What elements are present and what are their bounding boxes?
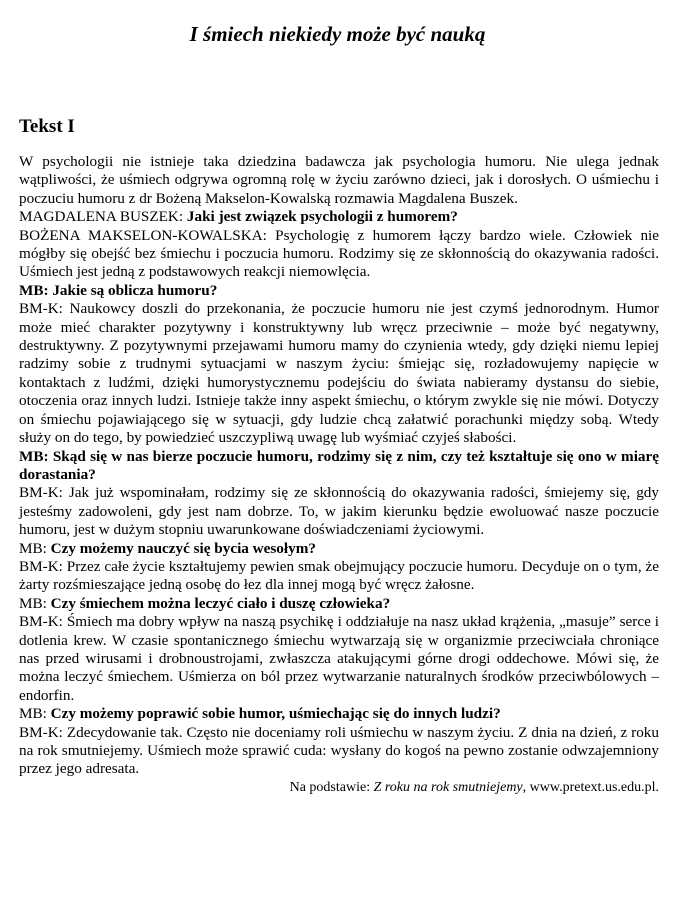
dialogue-line xyxy=(19,595,659,613)
speaker-label: BM-K: xyxy=(19,484,69,502)
interview-answer: Przez całe życie kształtujemy pewien smak obejmujący poczucie humoru. Decyduje on o tym, że żarty rozśmieszające jedną osobę do łez dla innej mogą być wręcz żałosne. xyxy=(19,557,659,594)
interview-answer: Śmiech ma dobry wpływ na naszą psychikę i oddziałuje na nasz układ krążenia, „masuje” serce i dotlenia krew. W czasie spontanicznego śmiechu wytwarzają się w organizmie przeciwciała chroniące nas przed wirusami i drobnoustrojami, zwłaszcza atakującymi górne drogi oddechowe. Mówi się, że można leczyć śmiechem. Uśmierza on ból przez wytwarzanie naturalnych środków przeciwbólowych – endorfin. xyxy=(19,613,659,704)
interview-answer: Naukowcy doszli do przekonania, że poczucie humoru nie jest czymś jednorodnym. Humor może mieć charakter pozytywny i konstruktywny lub wręcz przeciwnie – może być negatywny, destruktywny. Z pozytywnymi przejawami humoru mamy do czynienia wtedy, gdy dzięki niemu lepiej radzimy sobie z trudnymi sytuacjami w naszym życiu: śmiejąc się, rozładowujemy napięcie w kontaktach z ludźmi, dzięki humorystycznemu podejściu do świata nabieramy dystansu do siebie, otoczenia oraz innych ludzi. Istnieje także inny aspekt śmiechu, o którym zwykle się nie mówi. Dotyczy on śmiechu pojawiającego się w sytuacji, gdy ludzie chcą załatwić porachunki między sobą. Wtedy służy on do tego, by powiedzieć uszczypliwą uwagę lub wyśmiać czyjeś słabości. xyxy=(19,300,659,447)
interview-question: Czy śmiechem można leczyć ciało i duszę człowieka? xyxy=(50,594,391,612)
dialogue-line xyxy=(19,448,659,485)
dialogue-line xyxy=(19,540,659,558)
speaker-label: MB: xyxy=(19,594,51,612)
speaker-label: MB: xyxy=(19,447,53,465)
interview-answer: Zdecydowanie tak. Często nie doceniamy roli uśmiechu w naszym życiu. Z dnia na dzień, z roku na rok smutniejemy. Uśmiech może sprawić cuda: wysłany do kogoś na pewno zostanie odwzajemniony przez jego adresata. xyxy=(19,723,659,778)
speaker-label: MAGDALENA BUSZEK: xyxy=(19,208,187,226)
interview-question: Czy możemy nauczyć się bycia wesołym? xyxy=(50,539,316,557)
dialogue-line xyxy=(19,227,659,282)
speaker-label: MB: xyxy=(19,705,51,723)
speaker-label: BM-K: xyxy=(19,300,70,318)
dialogue-line xyxy=(19,300,659,447)
interview-question: Skąd się w nas bierze poczucie humoru, rodzimy się z nim, czy też kształtuje się ono w miarę dorastania? xyxy=(19,447,660,483)
dialogue-line xyxy=(19,558,659,595)
source-title: Z roku na rok smutniejemy xyxy=(373,779,523,795)
source-citation xyxy=(19,779,659,797)
dialogue-line xyxy=(19,724,659,779)
source-prefix: Na podstawie: xyxy=(289,779,374,795)
interview-answer: Jak już wspominałam, rodzimy się ze skłonnością do okazywania radości, śmiejemy się, gdy jesteśmy zadowoleni, gdy jest nam dobrze. To, w jakim kierunku będzie ewoluować nasze poczucie humoru, jest w dużym stopniu uwarunkowane doświadczeniami życiowymi. xyxy=(19,484,659,539)
speaker-label: MB: xyxy=(19,539,51,557)
speaker-label: BOŻENA MAKSELON-KOWALSKA: xyxy=(19,226,276,244)
article-body xyxy=(19,153,659,797)
dialogue-line xyxy=(19,282,659,300)
dialogue-line xyxy=(19,484,659,539)
dialogue-line xyxy=(19,208,659,226)
intro-paragraph: W psychologii nie istnieje taka dziedzina badawcza jak psychologia humoru. Nie ulega jednak wątpliwości, że uśmiech odgrywa ogromną rolę w życiu zarówno dzieci, jak i dorosłych. O uśmiechu i poczuciu humoru z dr Bożeną Makselon-Kowalską rozmawia Magdalena Buszek. xyxy=(19,153,659,207)
interview-question: Jaki jest związek psychologii z humorem? xyxy=(186,208,458,226)
speaker-label: BM-K: xyxy=(19,723,67,741)
source-url: , www.pretext.us.edu.pl. xyxy=(522,779,659,795)
dialogue-line xyxy=(19,705,659,723)
interview-question: Jakie są oblicza humoru? xyxy=(52,281,218,299)
dialogue-line xyxy=(19,613,659,705)
interview-question: Czy możemy poprawić sobie humor, uśmiechając się do innych ludzi? xyxy=(50,705,501,723)
interview-answer: Psychologię z humorem łączy bardzo wiele. Człowiek nie mógłby się obejść bez śmiechu i poczucia humoru. Rodzimy się ze skłonnością do okazywania radości. Uśmiech jest jedną z podstawowych reakcji niemowlęcia. xyxy=(19,226,660,281)
speaker-label: MB: xyxy=(19,281,53,299)
section-heading: Tekst I xyxy=(19,116,75,137)
document-title: I śmiech niekiedy może być nauką xyxy=(189,22,486,46)
speaker-label: BM-K: xyxy=(19,557,67,575)
speaker-label: BM-K: xyxy=(19,613,67,631)
